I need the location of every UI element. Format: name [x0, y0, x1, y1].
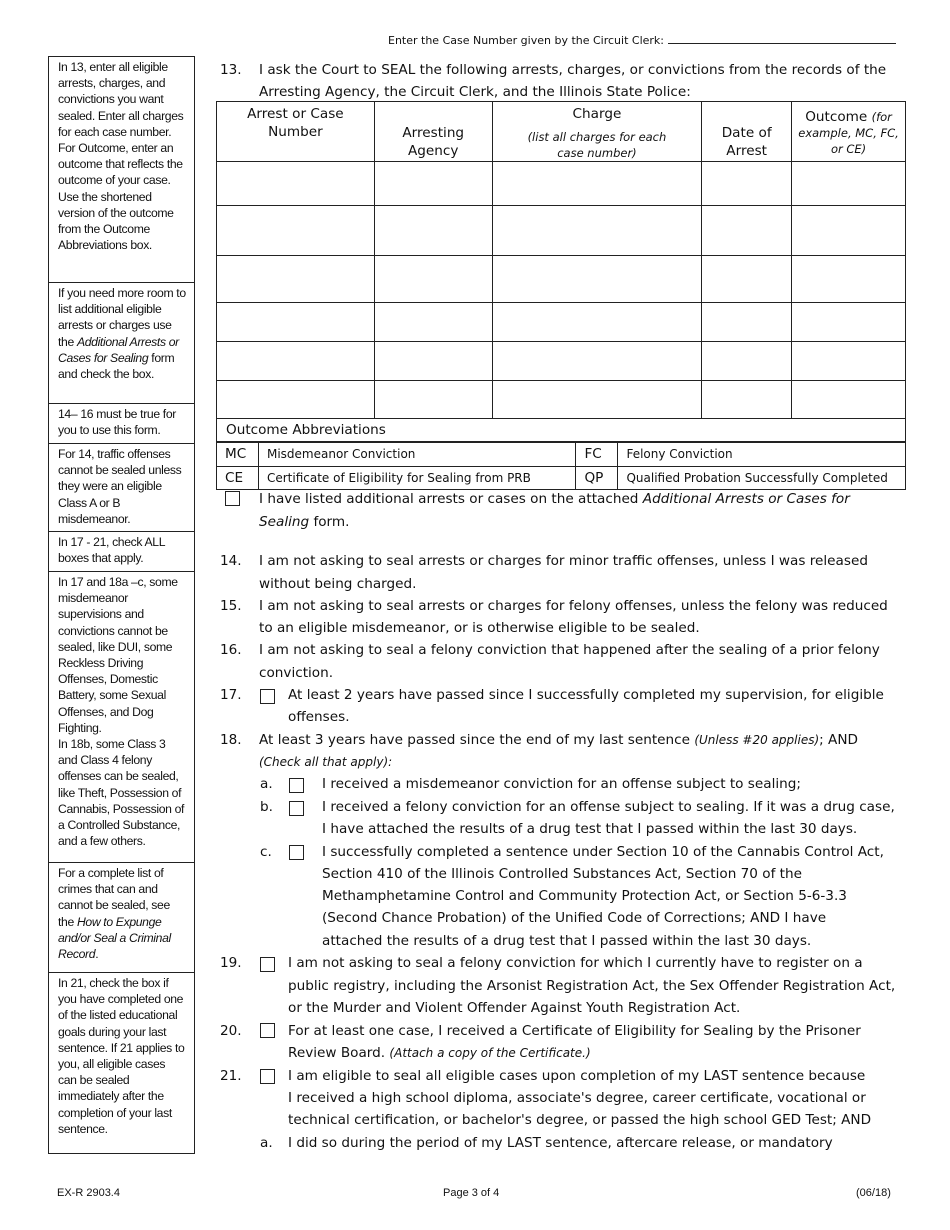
- agency-cell[interactable]: [374, 342, 492, 381]
- item-16-text: conviction.: [259, 665, 334, 681]
- outcome-cell[interactable]: [792, 162, 906, 206]
- agency-cell[interactable]: [374, 256, 492, 303]
- item-19-text: public registry, including the Arsonist Registration Act, the Sex Offender Registration Act,: [288, 978, 896, 994]
- item-18c-text: (Second Chance Probation) of the Unified Code of Corrections; AND I have: [322, 910, 827, 926]
- form-revision: (06/18): [856, 1187, 891, 1199]
- abbr-description: Certificate of Eligibility for Sealing from PRB: [258, 466, 575, 490]
- agency-cell[interactable]: [374, 162, 492, 206]
- item-18b-text: I have attached the results of a drug test that I passed within the last 30 days.: [322, 821, 858, 837]
- outcome-cell[interactable]: [792, 303, 906, 342]
- item-21-text: technical certification, or bachelor's degree, or passed the high school GED Test; AND: [288, 1112, 872, 1128]
- case-number-cell[interactable]: [217, 162, 375, 206]
- agency-cell[interactable]: [374, 206, 492, 256]
- abbreviation-row: [217, 443, 906, 467]
- additional-cases-checkbox[interactable]: [225, 491, 240, 506]
- charge-row: [217, 162, 906, 206]
- item-20-text: For at least one case, I received a Certificate of Eligibility for Sealing by the Prisoner: [288, 1023, 861, 1039]
- item-18b-checkbox[interactable]: [289, 801, 304, 816]
- date-cell[interactable]: [702, 303, 792, 342]
- item-18c-checkbox[interactable]: [289, 845, 304, 860]
- charge-cell[interactable]: [492, 303, 702, 342]
- charge-row: [217, 303, 906, 342]
- charge-cell[interactable]: [492, 342, 702, 381]
- header-outcome: Outcome (for example, MC, FC, or CE): [792, 102, 906, 162]
- item-18a-text: I received a misdemeanor conviction for an offense subject to sealing;: [322, 776, 801, 792]
- item-21a-text: I did so during the period of my LAST sentence, aftercare release, or mandatory: [288, 1135, 833, 1151]
- item-21-text: I received a high school diploma, associate's degree, career certificate, vocational or: [288, 1090, 866, 1106]
- date-cell[interactable]: [702, 256, 792, 303]
- item-21-number: 21.: [220, 1068, 242, 1084]
- item-19-text: I am not asking to seal a felony conviction for which I currently have to register on a: [288, 955, 863, 971]
- case-number-line: [388, 33, 896, 47]
- charge-row: [217, 342, 906, 381]
- item-19-number: 19.: [220, 955, 242, 971]
- item-21-text: I am eligible to seal all eligible cases upon completion of my LAST sentence because: [288, 1068, 866, 1084]
- item-16-text: I am not asking to seal a felony conviction that happened after the sealing of a prior felony: [259, 642, 880, 658]
- item-18a-checkbox[interactable]: [289, 778, 304, 793]
- agency-cell[interactable]: [374, 381, 492, 419]
- item-16-number: 16.: [220, 642, 242, 658]
- item-20-number: 20.: [220, 1023, 242, 1039]
- item-18c-text: Methamphetamine Control and Community Protection Act, or Section 5-6-3.3: [322, 888, 847, 904]
- additional-cases-text: I have listed additional arrests or cases on the attached Additional Arrests or Cases for: [259, 491, 850, 507]
- sidebar-section: For a complete list of crimes that can and cannot be sealed, see the How to Expunge and/or Seal a Criminal Record.: [49, 863, 194, 973]
- item-17-text: offenses.: [288, 709, 350, 725]
- item-21a-label: a.: [260, 1135, 273, 1151]
- case-number-field[interactable]: [668, 33, 896, 44]
- page-number: Page 3 of 4: [443, 1187, 500, 1199]
- agency-cell[interactable]: [374, 303, 492, 342]
- item-18c-text: Section 410 of the Illinois Controlled Substances Act, Section 70 of the: [322, 866, 802, 882]
- sidebar-section: 14– 16 must be true for you to use this form.: [49, 404, 194, 444]
- outcome-cell[interactable]: [792, 256, 906, 303]
- header-agency: Arresting Agency: [374, 102, 492, 162]
- abbreviations-table: [216, 442, 906, 490]
- abbr-code: CE: [217, 466, 259, 490]
- item-19-text: or the Murder and Violent Offender Against Youth Registration Act.: [288, 1000, 741, 1016]
- form-id: EX-R 2903.4: [57, 1187, 120, 1199]
- abbr-code: QP: [576, 466, 618, 490]
- outcome-cell[interactable]: [792, 206, 906, 256]
- item-17-text: At least 2 years have passed since I successfully completed my supervision, for eligible: [288, 687, 884, 703]
- item-18b-label: b.: [260, 799, 273, 815]
- item-14-number: 14.: [220, 553, 242, 569]
- item-13-number: 13.: [220, 62, 242, 78]
- outcome-cell[interactable]: [792, 381, 906, 419]
- additional-cases-text: Sealing form.: [259, 514, 350, 530]
- item-18c-label: c.: [260, 844, 272, 860]
- item-18-number: 18.: [220, 732, 242, 748]
- abbr-code: FC: [576, 443, 618, 467]
- date-cell[interactable]: [702, 342, 792, 381]
- sidebar-section: If you need more room to list additional eligible arrests or charges use the Additional Arrests or Cases for Sealing form and check the box.: [49, 283, 194, 404]
- item-17-checkbox[interactable]: [260, 689, 275, 704]
- charge-cell[interactable]: [492, 206, 702, 256]
- item-14-text: I am not asking to seal arrests or charges for minor traffic offenses, unless I was released: [259, 553, 868, 569]
- item-19-checkbox[interactable]: [260, 957, 275, 972]
- charge-row: [217, 381, 906, 419]
- item-17-number: 17.: [220, 687, 242, 703]
- sidebar-section: For 14, traffic offenses cannot be sealed unless they were an eligible Class A or B misdemeanor.: [49, 444, 194, 532]
- sidebar-section: In 13, enter all eligible arrests, charges, and convictions you want sealed. Enter all charges for each case number. For Outcome, enter an outcome that reflects the outcome of your case. Use the shortened version of the outcome from the Outcome Abbreviations box.: [49, 57, 194, 283]
- item-14-text: without being charged.: [259, 576, 417, 592]
- header-date: Date of Arrest: [702, 102, 792, 162]
- charge-cell[interactable]: [492, 381, 702, 419]
- item-18c-text: I successfully completed a sentence under Section 10 of the Cannabis Control Act,: [322, 844, 884, 860]
- sidebar-section: In 17 and 18a –c, some misdemeanor supervisions and convictions cannot be sealed, like DUI, some Reckless Driving Offenses, Domestic Battery, some Sexual Offenses, and Dog Fighting. In 18b, some Class 3 and Class 4 felony offenses can be sealed, like Theft, Possession of Cannabis, Possession of a Controlled Substance, and a few others.: [49, 572, 194, 863]
- case-number-cell[interactable]: [217, 303, 375, 342]
- abbr-description: Misdemeanor Conviction: [258, 443, 575, 467]
- header-case-number: Arrest or Case Number: [217, 102, 375, 162]
- date-cell[interactable]: [702, 162, 792, 206]
- header-charge: Charge (list all charges for each case number): [492, 102, 702, 162]
- charges-table: [216, 101, 906, 419]
- charge-cell[interactable]: [492, 256, 702, 303]
- charge-row: [217, 256, 906, 303]
- case-number-cell[interactable]: [217, 256, 375, 303]
- case-number-prompt: Enter the Case Number given by the Circuit Clerk:: [388, 34, 664, 47]
- outcome-cell[interactable]: [792, 342, 906, 381]
- item-18a-label: a.: [260, 776, 273, 792]
- item-20-checkbox[interactable]: [260, 1023, 275, 1038]
- item-15-number: 15.: [220, 598, 242, 614]
- abbr-description: Qualified Probation Successfully Completed: [618, 466, 906, 490]
- item-20-text: Review Board. (Attach a copy of the Certificate.): [288, 1045, 591, 1061]
- date-cell[interactable]: [702, 206, 792, 256]
- charge-cell[interactable]: [492, 162, 702, 206]
- case-number-cell[interactable]: [217, 381, 375, 419]
- abbreviation-row: [217, 466, 906, 490]
- instructions-sidebar: [48, 56, 195, 1154]
- item-21-checkbox[interactable]: [260, 1069, 275, 1084]
- sidebar-section: In 17 - 21, check ALL boxes that apply.: [49, 532, 194, 572]
- abbr-description: Felony Conviction: [618, 443, 906, 467]
- charge-row: [217, 206, 906, 256]
- item-18b-text: I received a felony conviction for an offense subject to sealing. If it was a drug case,: [322, 799, 895, 815]
- item-15-text: to an eligible misdemeanor, or is otherwise eligible to be sealed.: [259, 620, 700, 636]
- item-13-text: I ask the Court to SEAL the following arrests, charges, or convictions from the records of the: [259, 62, 887, 78]
- date-cell[interactable]: [702, 381, 792, 419]
- item-13-text: Arresting Agency, the Circuit Clerk, and the Illinois State Police:: [259, 84, 691, 100]
- sidebar-section: In 21, check the box if you have completed one of the listed educational goals during your last sentence. If 21 applies to you, all eligible cases can be sealed immediately after the completion of your last sentence.: [58, 976, 185, 1136]
- abbr-code: MC: [217, 443, 259, 467]
- case-number-cell[interactable]: [217, 342, 375, 381]
- item-18c-text: attached the results of a drug test that I passed within the last 30 days.: [322, 933, 812, 949]
- abbreviations-title: Outcome Abbreviations: [216, 419, 906, 442]
- item-18-text: At least 3 years have passed since the end of my last sentence (Unless #20 applies); AND: [259, 732, 858, 748]
- item-15-text: I am not asking to seal arrests or charges for felony offenses, unless the felony was reduced: [259, 598, 888, 614]
- item-18-text: (Check all that apply):: [259, 755, 393, 769]
- case-number-cell[interactable]: [217, 206, 375, 256]
